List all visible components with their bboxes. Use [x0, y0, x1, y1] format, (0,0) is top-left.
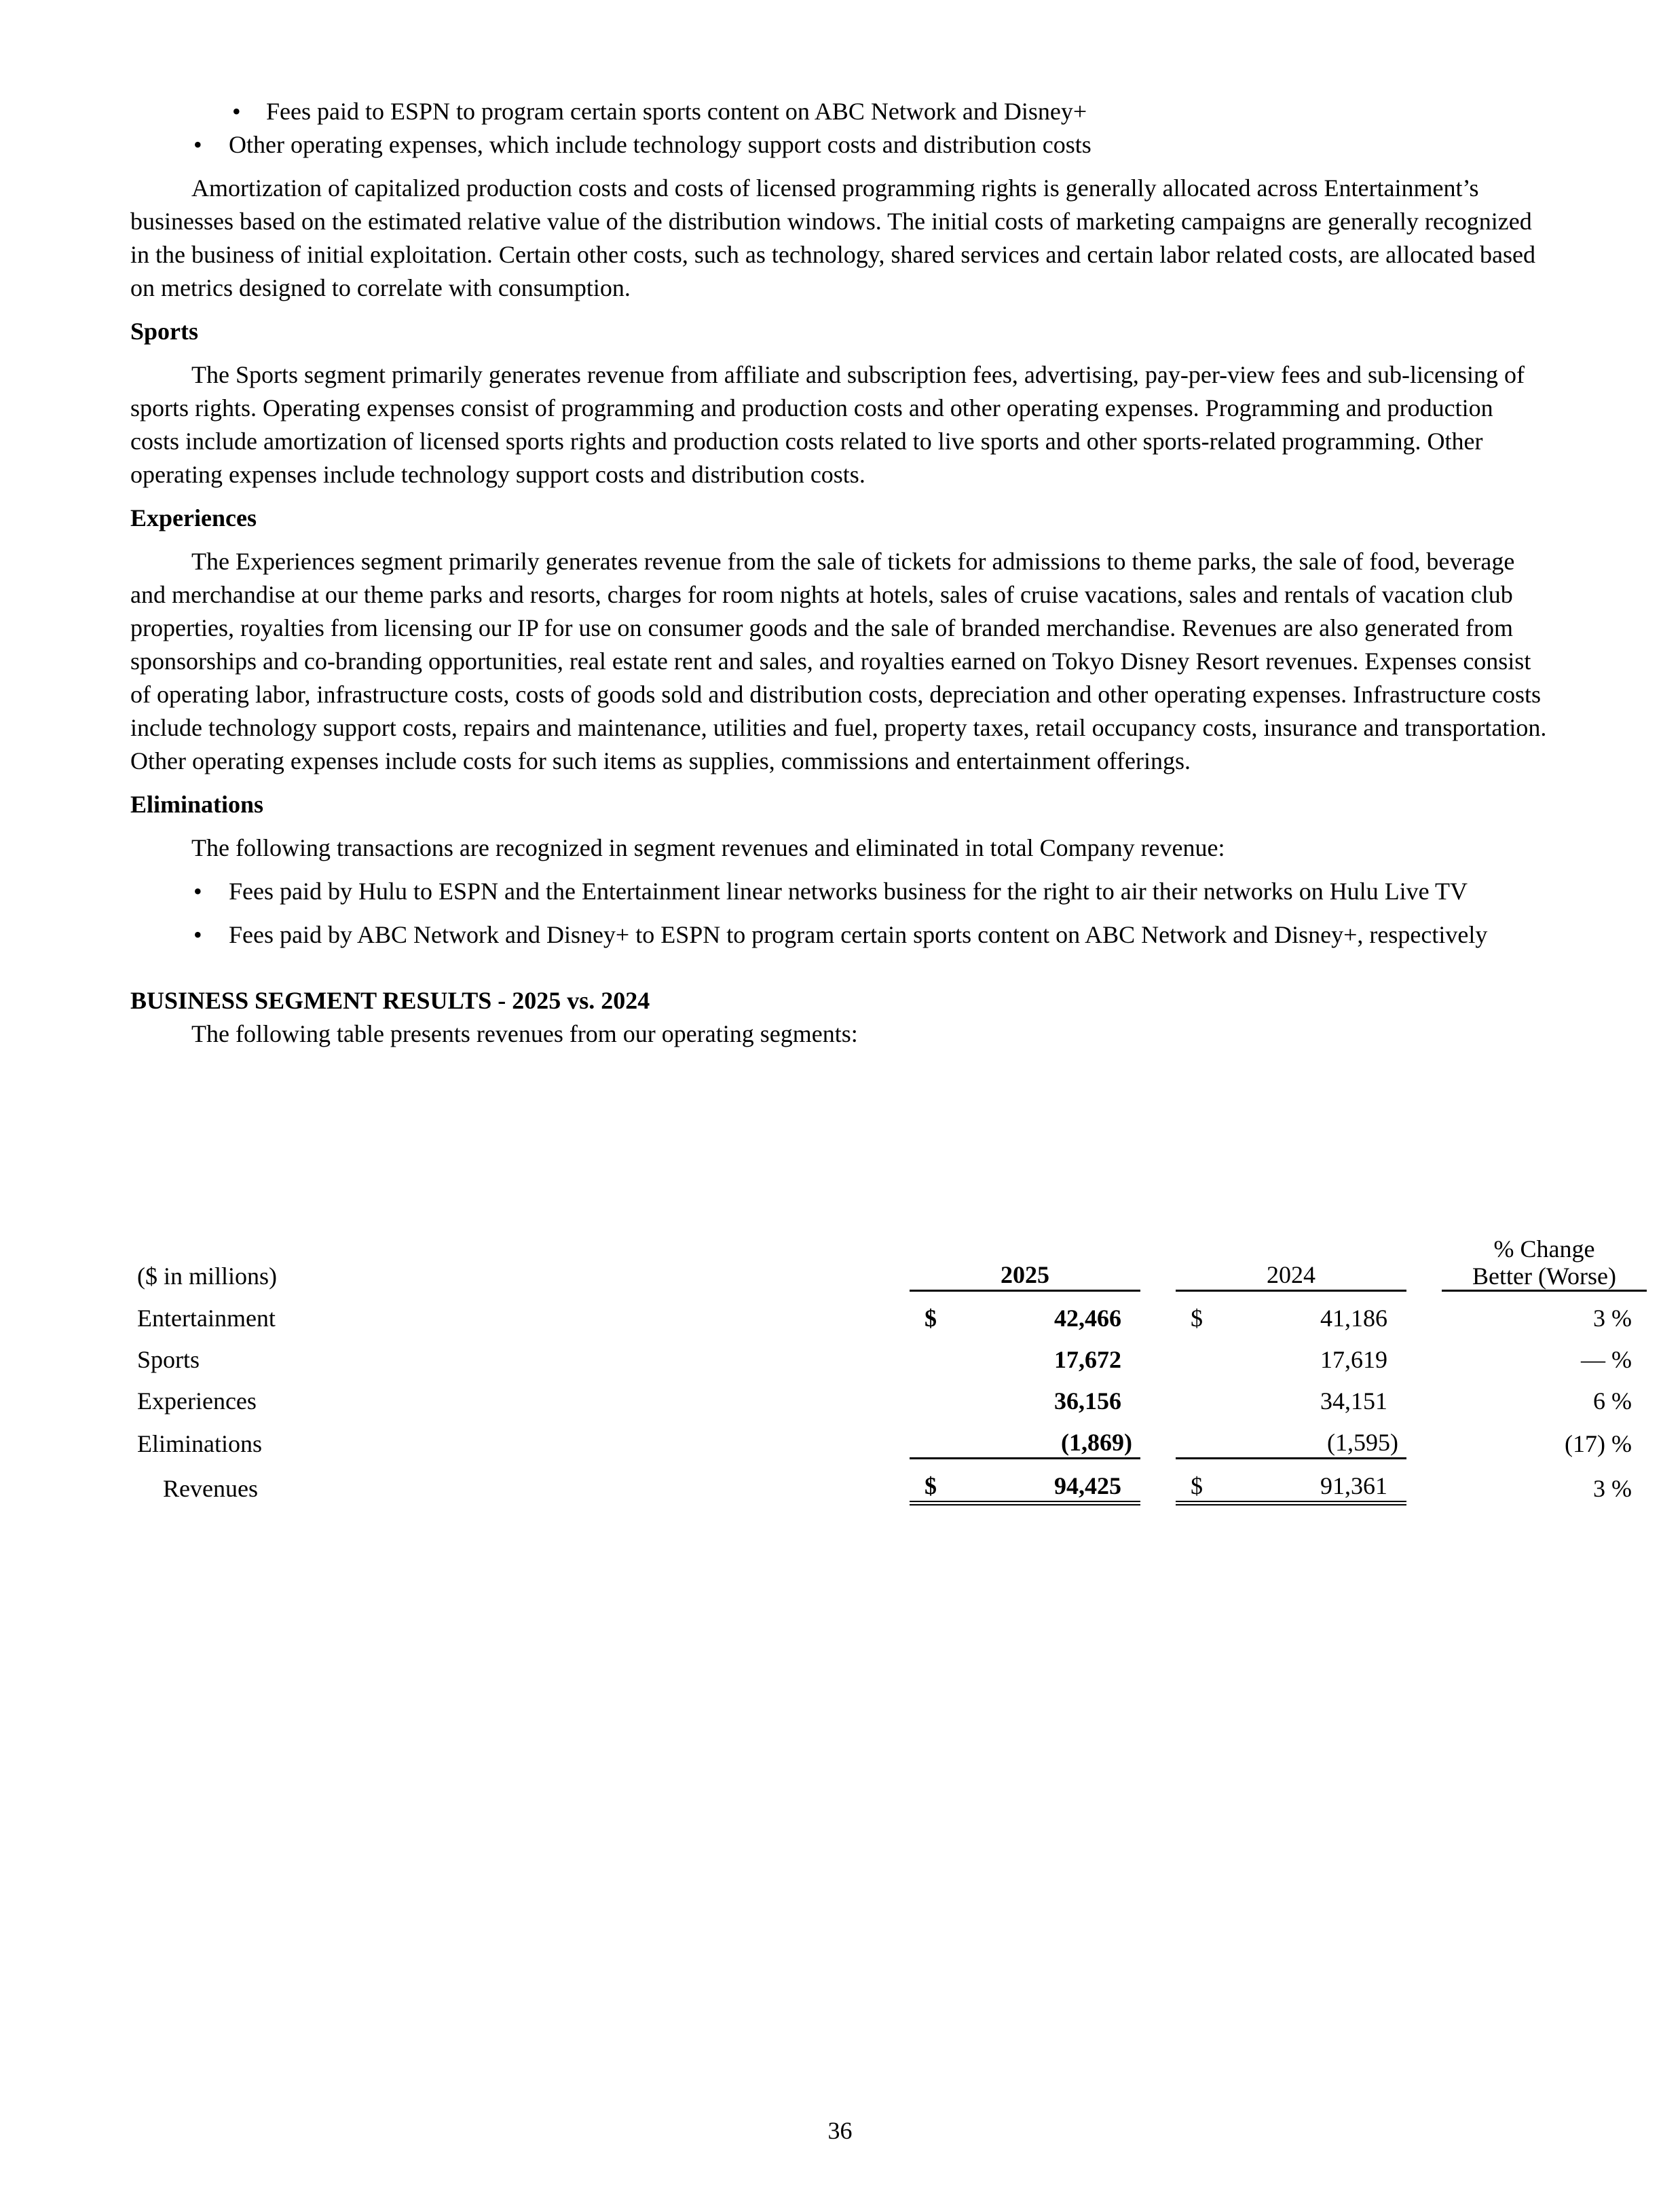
table-row: Sports 17,672 17,619 — %	[137, 1346, 1632, 1373]
table-row: Entertainment $ 42,466 $ 41,186 3 %	[137, 1305, 1632, 1332]
page-number: 36	[827, 2117, 853, 2144]
table-row: Experiences 36,156 34,151 6 %	[137, 1387, 1632, 1415]
table-row: Eliminations (1,869) (1,595) (17) %	[130, 1416, 1647, 1459]
list-item: • Other operating expenses, which include technology support costs and distribution costs	[130, 128, 1548, 162]
bullet-icon: •	[193, 878, 202, 905]
sports-heading: Sports	[130, 318, 199, 345]
list-item: • Fees paid to ESPN to program certain sports content on ABC Network and Disney+	[130, 95, 1548, 128]
units-label: ($ in millions)	[137, 1262, 277, 1290]
amortization-paragraph: Amortization of capitalized production costs and costs of licensed programming rights is generally allocated across Entertainment’s businesses based on the estimated relative value of the distribution windows. The initial costs of marketing campaigns are generally recognized in the business of initial exploitation. Certain other costs, such as technology, shared services and certain labor related costs, are allocated based on metrics designed to correlate with consumption.	[130, 174, 1535, 301]
experiences-paragraph: The Experiences segment primarily generates revenue from the sale of tickets for admissions to theme parks, the sale of food, beverage and merchandise at our theme parks and resorts, charges for room nights at hotels, sales of cruise vacations, sales and rentals of vacation club properties, royalties from licensing our IP for use on consumer goods and the sale of branded merchandise. Revenues are also generated from sponsorships and co-branding opportunities, real estate rent and sales, and royalties earned on Tokyo Disney Resort revenues. Expenses consist of operating labor, infrastructure costs, costs of goods sold and distribution costs, depreciation and other operating expenses. Infrastructure costs include technology support costs, repairs and maintenance, utilities and fuel, property taxes, retail occupancy costs, insurance and transportation. Other operating expenses include costs for such items as supplies, commissions and entertainment offerings.	[130, 548, 1547, 774]
column-header-2025: 2025	[910, 1235, 1140, 1291]
results-heading: BUSINESS SEGMENT RESULTS - 2025 vs. 2024	[130, 987, 650, 1014]
bullet-icon: •	[232, 98, 241, 125]
list-item: • Fees paid by ABC Network and Disney+ to ESPN to program certain sports content on ABC Network and Disney+, respectively	[130, 918, 1548, 952]
table-header-row	[130, 1235, 1647, 1291]
table-total-row: Revenues $ 94,425 $ 91,361 3 %	[130, 1459, 1647, 1503]
column-header-change: % Change Better (Worse)	[1442, 1235, 1647, 1291]
document-body	[130, 95, 1548, 1051]
bullet-icon: •	[193, 921, 202, 948]
eliminations-heading: Eliminations	[130, 791, 264, 818]
experiences-heading: Experiences	[130, 504, 257, 531]
eliminations-intro: The following transactions are recognized in segment revenues and eliminated in total Company revenue:	[191, 834, 1225, 861]
segment-revenue-table	[130, 1235, 1647, 1505]
results-intro: The following table presents revenues from our operating segments:	[191, 1020, 858, 1047]
sports-paragraph: The Sports segment primarily generates revenue from affiliate and subscription fees, advertising, pay-per-view fees and sub-licensing of sports rights. Operating expenses consist of programming and production costs and other operating expenses. Programming and production costs include amortization of licensed sports rights and production costs related to live sports and other sports-related programming. Other operating expenses include technology support costs and distribution costs.	[130, 361, 1525, 488]
column-header-2024: 2024	[1176, 1235, 1406, 1291]
bullet-icon: •	[193, 131, 202, 158]
list-item: • Fees paid by Hulu to ESPN and the Entertainment linear networks business for the right to air their networks on Hulu Live TV	[130, 875, 1548, 908]
